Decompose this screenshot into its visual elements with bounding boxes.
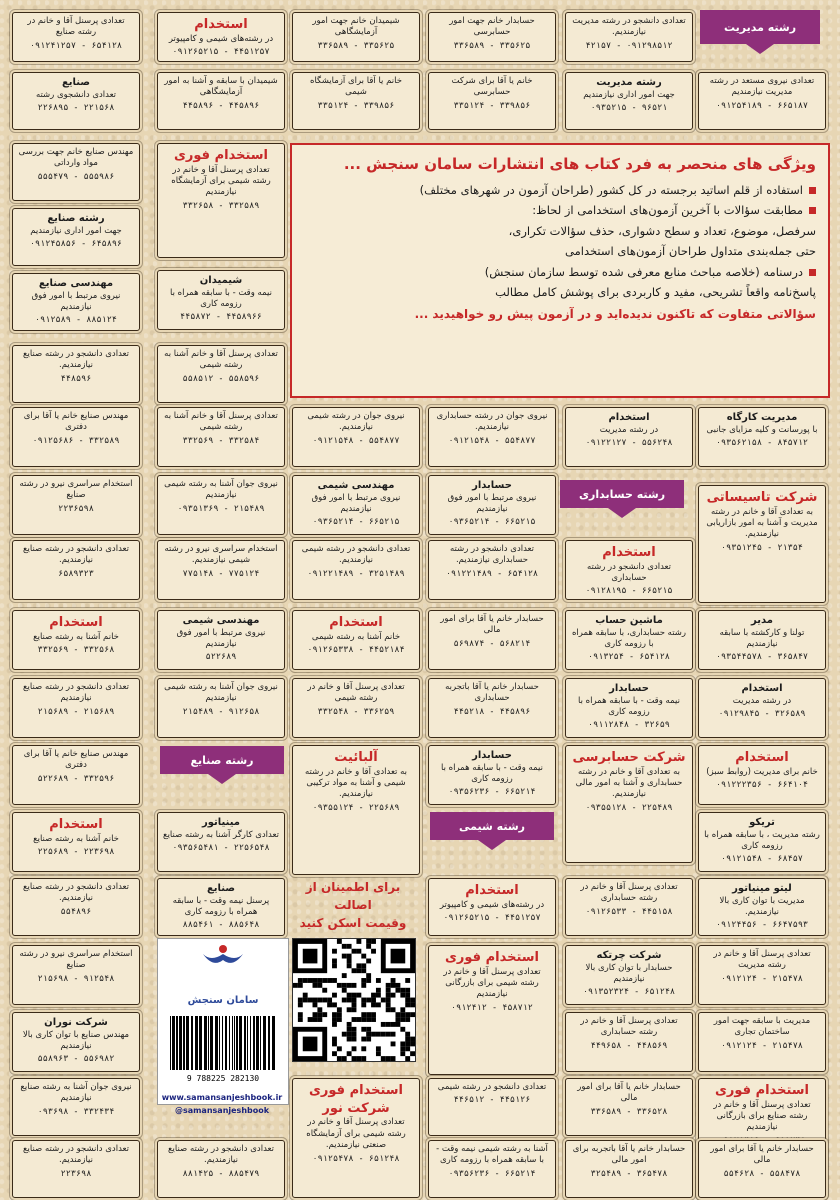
ad-phone: ۰۹۳۵۲۱۵ - ۹۶۵۲۱ xyxy=(590,102,668,113)
job-ad-card[interactable] xyxy=(292,475,420,535)
ad-phone: ۰۹۱۳۲۵۴ - ۶۵۴۱۲۸ xyxy=(588,652,670,663)
ad-body: حسابدار خانم یا آقا برای امور مالی xyxy=(710,1144,814,1166)
ad-phone: ۰۹۳۵۶۲۱۵۸ - ۸۴۵۷۱۲ xyxy=(715,437,809,448)
ad-body: نیروی جوان در رشته حسابداری نیازمندیم. xyxy=(436,411,548,433)
ad-body: تعدادی دانشجو در رشته صنایع نیازمندیم. xyxy=(22,882,129,904)
bullet-icon xyxy=(809,207,816,214)
ad-body: تعدادی پرسنل آقا و خانم آشنا به رشته شیمی xyxy=(164,411,278,433)
job-ad-card[interactable] xyxy=(157,270,285,330)
ad-phone: ۰۹۱۲۱۵۴۸ - ۶۸۴۵۷ xyxy=(721,854,803,865)
ad-phone: ۴۴۵۸۷۲ - ۴۴۵۸۹۶۶ xyxy=(180,312,262,323)
ad-phone: ۰۹۱۲۲۱۴۸۹ - ۶۵۴۱۲۸ xyxy=(445,568,539,579)
ad-title: استخدام xyxy=(329,615,383,630)
job-ad-card[interactable] xyxy=(698,678,826,738)
ad-body: به تعدادی آقا و خانم در رشته شیمی و آشنا به مواد ترکیبی نیازمندیم. xyxy=(304,766,408,800)
job-ad-card[interactable] xyxy=(565,1012,693,1072)
job-ad-card[interactable] xyxy=(12,1078,140,1136)
ad-body: خانم یا آقا برای آزمایشگاه شیمی xyxy=(309,76,402,98)
job-ad-card[interactable] xyxy=(698,485,826,603)
feature-item: حتی جمله‌بندی متداول طراحان آزمون‌های استخدامی xyxy=(565,244,816,259)
ad-body: نیمه وقت - با سابقه همراه با رزومه کاری xyxy=(441,762,543,784)
ad-phone: ۳۳۵۱۲۴ - ۳۳۹۸۵۶ xyxy=(317,100,395,111)
ad-phone: ۳۲۵۴۸۹ - ۳۶۵۴۷۸ xyxy=(590,1168,668,1179)
ad-title: استخدام xyxy=(465,883,519,898)
ad-body: شیمیدان با سابقه و آشنا به امور آزمایشگاهی xyxy=(164,76,278,98)
ad-phone: ۳۳۶۵۸۹ - ۳۳۵۶۲۵ xyxy=(453,40,531,51)
ad-phone: ۵۵۴۸۹۶ xyxy=(60,906,92,917)
ad-phone: ۰۹۱۲۱۲۴ - ۲۱۵۴۷۸ xyxy=(721,973,803,984)
ad-body: تعدادی دانشجو در رشته صنایع نیازمندیم. xyxy=(22,544,129,566)
job-ad-card[interactable] xyxy=(157,407,285,467)
barcode-icon xyxy=(158,1014,288,1074)
ad-body: مهندس صنایع خانم جهت بررسی مواد وارداتی xyxy=(18,147,134,169)
ad-title: مهندسی شیمی xyxy=(182,615,260,626)
ad-title: استخدام فوری xyxy=(715,1083,809,1098)
job-ad-card[interactable] xyxy=(565,610,693,670)
ad-body: نیروی مرتبط با امور فوق نیازمندیم xyxy=(176,627,266,649)
job-ad-card[interactable] xyxy=(565,745,693,863)
ad-title: تریکو xyxy=(749,817,775,828)
ad-phone: ۵۵۴۶۲۸ - ۵۵۸۴۷۸ xyxy=(723,1168,801,1179)
job-ad-card[interactable] xyxy=(428,1140,556,1198)
ad-phone: ۰۹۳۵۴۴۵۷۸ - ۳۶۵۸۴۷ xyxy=(715,652,809,663)
job-ad-card[interactable] xyxy=(12,812,140,872)
job-ad-card[interactable] xyxy=(698,407,826,467)
ad-body: تعدادی دانشجو در رشته حسابداری نیازمندیم. xyxy=(449,544,535,566)
ad-body: حسابدار با توان کاری بالا نیازمندیم xyxy=(585,962,673,984)
ad-phone: ۰۹۱۲۶۵۲۱۵ - ۴۴۵۱۲۵۷ xyxy=(172,47,270,58)
ad-body: استخدام سراسری نیرو در رشته صنایع xyxy=(19,479,133,501)
ad-body: نیروی مرتبط با امور فوق نیازمندیم xyxy=(31,290,121,312)
website-link[interactable] xyxy=(157,1093,287,1115)
job-ad-card[interactable] xyxy=(428,678,556,738)
ad-body: مهندس صنایع خانم یا آقا برای دفتری xyxy=(23,411,129,433)
job-ad-card[interactable] xyxy=(12,540,140,600)
ad-title: استخدام xyxy=(49,615,103,630)
job-ad-card[interactable] xyxy=(12,1012,140,1072)
ad-title: مدیر xyxy=(751,615,773,626)
ad-phone: ۰۹۱۲۶۵۳۳۸ - ۴۴۵۲۱۸۴ xyxy=(307,645,405,656)
ad-title: حسابدار xyxy=(472,750,512,761)
job-ad-card[interactable] xyxy=(292,745,420,875)
feature-item: پاسخ‌نامه واقعاً تشریحی، مفید و کاربردی برای پوشش کامل مطالب xyxy=(495,284,816,299)
job-ad-card[interactable] xyxy=(428,407,556,467)
ad-body: به تعدادی آقا و خانم در رشته حسابداری و آشنا به امور مالی نیازمندیم. xyxy=(575,766,683,800)
ad-body: تعدادی دانشجو در رشته صنایع نیازمندیم. xyxy=(22,1144,129,1166)
ad-body: خانم برای مدیریت (روابط سبز) xyxy=(706,766,818,777)
job-ad-card[interactable] xyxy=(157,345,285,403)
ad-phone: ۷۷۵۱۴۸ - ۷۷۵۱۲۴ xyxy=(182,568,260,579)
ad-phone: ۰۹۳۵۱۲۴۵ - ۲۱۳۵۴ xyxy=(721,542,803,553)
ad-body: تعدادی پرسنل آقا و خانم در رشته شیمی برای آزمایشگاه صنعتی نیازمندیم. xyxy=(306,1117,406,1151)
ad-body: مهندس صنایع خانم یا آقا برای دفتری xyxy=(23,749,129,771)
job-ad-card[interactable] xyxy=(428,610,556,670)
ad-body: تعدادی پرسنل آقا و خانم در رشته شیمی xyxy=(307,682,405,704)
job-ad-card[interactable] xyxy=(428,945,556,1075)
ad-body: تعدادی دانشجو در رشته صنایع نیازمندیم xyxy=(22,682,129,704)
ad-title: استخدام فوری شرکت نور xyxy=(309,1083,403,1116)
ad-phone: ۵۲۲۶۸۹ - ۳۳۲۵۹۶ xyxy=(37,773,115,784)
promo-line-1: برای اطمینان از اصالت xyxy=(305,880,401,912)
job-ad-card[interactable] xyxy=(157,812,285,872)
ad-body: نیروی مرتبط با امور فوق نیازمندیم xyxy=(447,492,537,514)
ad-body: خانم آشنا به رشته شیمی xyxy=(311,631,401,642)
ad-phone: ۵۶۹۸۷۴ - ۵۶۸۲۱۴ xyxy=(453,638,531,649)
qr-code-icon xyxy=(293,939,415,1061)
ad-phone: ۵۵۸۹۶۳ - ۵۵۶۹۸۲ xyxy=(37,1054,115,1065)
ad-body: در رشته‌های شیمی و کامپیوتر xyxy=(439,899,545,910)
job-ad-card[interactable] xyxy=(292,1078,420,1198)
ad-body: آشنا به رشته شیمی نیمه وقت - با سابقه همراه با رزومه کاری xyxy=(436,1144,548,1166)
ad-phone: ۰۹۱۲۶۵۲۱۵ - ۴۴۵۱۲۵۷ xyxy=(443,913,541,924)
ad-title: استخدام xyxy=(608,412,650,423)
ad-phone: ۳۳۲۵۴۸ - ۳۳۶۲۵۹ xyxy=(317,706,395,717)
job-ad-card[interactable] xyxy=(565,540,693,600)
ad-phone: ۴۴۵۲۱۸ - ۴۴۵۸۹۶ xyxy=(453,706,531,717)
logo-text: سامان سنجش xyxy=(187,995,259,1006)
ad-phone: ۰۹۱۲۴۱۲۵۷ - ۶۵۴۱۲۸ xyxy=(29,40,123,51)
ad-body: حسابدار خانم یا آقا باتجربه حسابداری xyxy=(445,682,539,704)
job-ad-card[interactable] xyxy=(157,540,285,600)
ad-phone: ۰۹۱۲۵۴۱۸۹ - ۶۶۵۱۸۷ xyxy=(715,100,809,111)
ad-phone: ۵۵۵۴۷۹ - ۵۵۵۹۸۶ xyxy=(37,171,115,182)
ad-body: تعدادی پرسنل آقا و خانم در رشته حسابداری xyxy=(580,882,678,904)
ad-title: استخدام xyxy=(741,683,783,694)
job-ad-card[interactable] xyxy=(428,745,556,805)
ad-phone: ۰۹۱۲۴۱۲ - ۴۵۸۷۱۲ xyxy=(451,1002,533,1013)
job-ad-card[interactable] xyxy=(157,610,285,670)
ad-body: تعدادی پرسنل آقا و خانم در رشته صنایع برای بازرگانی نیازمندیم xyxy=(713,1099,811,1133)
ad-phone: ۰۹۱۲۲۲۳۵۶ - ۶۶۴۱۰۴ xyxy=(715,780,809,791)
ad-phone: ۰۹۱۲۵۶۸۶ - ۳۳۲۵۸۹ xyxy=(32,435,120,446)
ad-phone: ۰۹۱۲۲۱۴۸۹ - ۳۲۵۱۴۸۹ xyxy=(307,568,405,579)
job-ad-card[interactable] xyxy=(157,678,285,738)
ad-phone: ۰۹۳۵۶۲۳۶ - ۶۶۵۲۱۴ xyxy=(448,787,536,798)
ad-body: تعدادی پرسنل آقا و خانم در رشته شیمی برای آزمایشگاه نیازمندیم xyxy=(171,164,271,198)
ad-body: مهندس صنایع با توان کاری بالا نیازمندیم xyxy=(22,1029,130,1051)
ad-title: مینیاتور xyxy=(202,817,240,828)
website-url[interactable]: www.samansanjeshbook.ir xyxy=(161,1093,283,1102)
job-ad-card[interactable] xyxy=(12,878,140,936)
features-title: ویژگی های منحصر به فرد کتاب های انتشارات سامان سنجش ... xyxy=(343,155,816,173)
job-ad-card[interactable] xyxy=(157,475,285,535)
ad-phone: ۶۵۸۹۳۲۳ xyxy=(58,568,94,579)
ad-body: حسابدار خانم یا آقا برای امور مالی xyxy=(440,614,544,636)
job-ad-card[interactable] xyxy=(698,1012,826,1072)
ad-title: شرکت چرتکه xyxy=(596,950,662,961)
features-box xyxy=(290,143,830,398)
job-ad-card[interactable] xyxy=(698,610,826,670)
ad-phone: ۸۸۵۴۶۱ - ۸۸۵۶۴۸ xyxy=(182,920,260,931)
ad-phone: ۰۹۳۵۱۳۶۹ - ۲۱۵۴۸۹ xyxy=(177,503,265,514)
ad-title: استخدام xyxy=(194,17,248,32)
ad-phone: ۲۱۵۶۹۸ - ۹۱۲۵۴۸ xyxy=(37,973,115,984)
ad-phone: ۵۵۸۵۱۲ - ۵۵۸۵۹۶ xyxy=(182,373,260,384)
accounting-label: رشته حسابداری xyxy=(560,480,684,508)
ad-phone: ۰۹۳۵۶۲۳۶ - ۶۶۵۲۱۴ xyxy=(448,1168,536,1179)
job-ad-card[interactable] xyxy=(428,540,556,600)
ad-phone: ۰۹۱۲۶۵۳۳ - ۴۴۵۱۵۸ xyxy=(585,906,673,917)
industries-label: رشته صنایع xyxy=(160,746,284,774)
ad-body: تعدادی دانشجوی رشته xyxy=(35,89,117,100)
bullet-icon xyxy=(809,187,816,194)
job-ad-card[interactable] xyxy=(157,878,285,936)
ad-phone: ۰۹۱۲۲۱۲۷ - ۵۵۶۲۴۸ xyxy=(585,437,673,448)
job-ad-card[interactable] xyxy=(12,208,140,266)
ad-phone: ۳۳۲۶۵۸ - ۳۳۲۵۸۹ xyxy=(182,200,260,211)
ad-body: نیمه وقت - با سابقه همراه با رزومه کاری xyxy=(170,287,272,309)
job-ad-card[interactable] xyxy=(428,878,556,936)
job-ad-card[interactable] xyxy=(428,12,556,62)
feature-closing: سؤالاتی متفاوت که تاکنون ندیده‌اید و در آزمون پیش رو خواهیدید ... xyxy=(414,307,816,322)
ad-body: جهت امور اداری نیازمندیم xyxy=(30,225,122,236)
ad-phone: ۳۳۲۵۶۹ - ۳۳۲۵۸۴ xyxy=(182,435,260,446)
book-barcode-box xyxy=(157,938,289,1105)
ad-phone: ۲۲۵۶۸۹ - ۲۲۳۶۹۸ xyxy=(37,847,115,858)
ad-phone: ۳۳۶۵۸۹ - ۳۳۵۶۲۵ xyxy=(317,40,395,51)
instagram-handle[interactable]: @samansanjeshbook xyxy=(174,1106,270,1115)
job-ad-card[interactable] xyxy=(292,610,420,670)
ad-body: به تعدادی آقا و خانم در رشته مدیریت و آشنا به امور بازاریابی نیازمندیم. xyxy=(706,506,818,540)
ad-phone: ۳۳۵۱۲۴ - ۳۳۹۸۵۶ xyxy=(453,100,531,111)
ad-body: مدیریت با سابقه جهت امور ساختمان تجاری xyxy=(713,1016,811,1038)
ad-body: خانم آشنا به رشته صنایع xyxy=(33,631,119,642)
ad-body: حسابدار خانم یا آقا برای امور مالی xyxy=(577,1082,681,1104)
ad-title: شرکت تاسیساتی xyxy=(706,490,818,505)
ad-title: حسابدار xyxy=(472,480,512,491)
job-ad-card[interactable] xyxy=(698,945,826,1005)
ad-phone: ۰۹۳۵۵۱۲۴ - ۲۲۵۶۸۹ xyxy=(312,802,400,813)
job-ad-card[interactable] xyxy=(698,812,826,872)
ad-phone: ۴۴۸۵۹۶ xyxy=(60,373,92,384)
job-ad-card[interactable] xyxy=(12,345,140,403)
job-ad-card[interactable] xyxy=(565,72,693,130)
ad-phone: ۰۹۳۶۵۲۱۴ - ۶۶۵۲۱۵ xyxy=(448,517,536,528)
ad-body: نیروی جوان در رشته شیمی نیازمندیم. xyxy=(307,411,405,433)
ad-title: صنایع xyxy=(206,883,236,894)
ad-title: استخدام xyxy=(602,545,656,560)
job-ad-card[interactable] xyxy=(698,745,826,805)
ad-phone: ۰۹۱۱۲۸۴۸ - ۳۲۶۵۹ xyxy=(588,720,670,731)
ad-body: رشته مدیریت ، با سابقه همراه با رزومه کاری xyxy=(704,829,820,851)
ad-body: تعدادی دانشجو در رشته حسابداری xyxy=(586,561,672,584)
ad-title: شرکت حسابرسی xyxy=(572,750,686,765)
ad-title: مهندسی شیمی xyxy=(317,480,395,491)
ad-phone: ۲۲۶۸۹۵ - ۲۲۱۵۶۸ xyxy=(37,102,115,113)
ad-title: حسابدار xyxy=(609,683,649,694)
ad-phone: ۲۱۵۶۸۹ - ۲۱۵۶۸۹ xyxy=(37,706,115,717)
job-ad-card[interactable] xyxy=(428,1078,556,1136)
ad-body: نیروی جوان آشنا به رشته صنایع نیازمندیم xyxy=(20,1082,132,1104)
job-ad-card[interactable] xyxy=(428,475,556,535)
feature-item: درسنامه (خلاصه مباحث منابع معرفی شده توسط سازمان سنجش) xyxy=(304,263,816,281)
ad-title: مدیریت کارگاه xyxy=(726,412,798,423)
ad-phone: ۲۲۳۶۵۹۸ xyxy=(58,503,94,514)
ad-body: تعدادی دانشجو در رشته صنایع نیازمندیم. xyxy=(167,1144,274,1166)
ad-title: رشته مدیریت xyxy=(596,77,662,88)
job-ad-card[interactable] xyxy=(428,72,556,130)
ad-body: نیروی مرتبط با امور فوق نیازمندیم xyxy=(311,492,401,514)
job-ad-card[interactable] xyxy=(698,72,826,130)
job-ad-card[interactable] xyxy=(12,678,140,738)
ad-phone: ۴۴۹۶۵۸ - ۴۴۸۵۶۹ xyxy=(590,1040,668,1051)
ad-phone: ۰۹۳۶۵۲۱۴ - ۶۶۵۲۱۵ xyxy=(312,517,400,528)
ad-phone: ۰۹۱۲۱۵۴۸ - ۵۵۴۸۷۷ xyxy=(448,435,536,446)
ad-body: جهت امور اداری نیازمندیم xyxy=(583,89,675,100)
ad-body: تعدادی کارگر آشنا به رشته صنایع xyxy=(163,829,279,840)
job-ad-card[interactable] xyxy=(292,12,420,62)
ad-phone: ۲۲۳۶۹۸ xyxy=(60,1168,92,1179)
ad-body: تعدادی پرسنل آقا و خانم در رشته شیمی برای بازرگانی نیازمندیم xyxy=(443,966,541,1000)
job-ad-card[interactable] xyxy=(12,407,140,467)
ad-body: در رشته‌های شیمی و کامپیوتر xyxy=(168,33,274,44)
job-ad-card[interactable] xyxy=(292,407,420,467)
ad-title: شرکت نوران xyxy=(44,1017,108,1028)
ad-phone: ۳۳۲۵۶۹ - ۳۳۲۵۶۸ xyxy=(37,645,115,656)
job-ad-card[interactable] xyxy=(292,72,420,130)
job-ad-card[interactable] xyxy=(292,678,420,738)
job-ad-card[interactable] xyxy=(12,610,140,670)
job-ad-card[interactable] xyxy=(12,273,140,331)
ad-title: رشته صنایع xyxy=(47,213,105,224)
bullet-icon xyxy=(809,269,816,276)
job-ad-card[interactable] xyxy=(12,143,140,201)
ad-body: نیروی جوان آشنا به رشته شیمی نیازمندیم xyxy=(164,682,278,704)
ad-phone: ۰۹۳۵۶۵۴۸۱ - ۲۲۵۶۵۴۸ xyxy=(172,842,270,853)
ad-title: استخدام xyxy=(735,750,789,765)
feature-item: مطابقت سؤالات با آخرین آزمون‌های استخدامی از لحاظ: xyxy=(304,201,816,219)
feature-item: سرفصل، موضوع، تعداد و سطح دشواری، حذف سؤالات تکراری، xyxy=(508,223,816,238)
job-ad-card[interactable] xyxy=(157,1140,285,1198)
ad-body: تولنا و کارکشته با سابقه نیازمندیم xyxy=(719,627,805,649)
ad-body: خانم آشنا به رشته صنایع xyxy=(33,833,119,844)
ad-body: نیمه وقت - با سابقه همراه با رزومه کاری xyxy=(578,695,680,717)
job-ad-card[interactable] xyxy=(565,678,693,738)
ad-phone: ۰۹۱۲۴۵۸۵۶ - ۶۴۵۸۹۶ xyxy=(29,238,123,249)
ad-body: خانم یا آقا برای شرکت حسابرسی xyxy=(451,76,533,98)
job-ad-card[interactable] xyxy=(698,1140,826,1198)
job-ad-card[interactable] xyxy=(12,72,140,130)
ad-body: استخدام سراسری نیرو در رشته صنایع xyxy=(19,949,133,971)
ad-body: رشته حسابداری، با سابقه همراه با رزومه کاری xyxy=(571,627,687,649)
ad-phone: ۴۴۵۸۹۶ - ۴۴۵۸۹۶ xyxy=(182,100,260,111)
ad-title: استخدام xyxy=(49,817,103,832)
job-ad-card[interactable] xyxy=(565,878,693,936)
job-ad-card[interactable] xyxy=(12,1140,140,1198)
ad-phone: ۰۹۱۳۵۲۳۲۴ - ۶۵۱۲۴۸ xyxy=(582,987,676,998)
authenticity-promo xyxy=(292,878,414,932)
ad-body: تعدادی دانشجو در رشته مدیریت نیازمندیم. xyxy=(572,16,686,38)
ad-title: استخدام فوری xyxy=(445,950,539,965)
ad-body: در رشته مدیریت xyxy=(732,695,792,706)
ad-body: با پورسانت و کلیه مزایای جانبی xyxy=(706,424,818,435)
ad-body: تعدادی دانشجو در رشته شیمی xyxy=(437,1082,547,1092)
ad-phone: ۸۸۱۴۲۵ - ۸۸۵۴۷۹ xyxy=(182,1168,260,1179)
ad-phone: ۰۹۱۲۵۸۹ - ۸۸۵۱۲۴ xyxy=(35,315,117,326)
barcode-number: 9 788225 282130 xyxy=(186,1074,260,1083)
ad-body: حسابدار خانم یا آقا باتجربه برای امور مالی xyxy=(572,1144,686,1166)
job-ad-card[interactable] xyxy=(12,945,140,1005)
job-ad-card[interactable] xyxy=(292,540,420,600)
ad-body: استخدام سراسری نیرو در رشته شیمی نیازمندیم. xyxy=(164,544,278,566)
chemistry-label: رشته شیمی xyxy=(430,812,554,840)
ad-body: تعدادی پرسنل آقا و خانم در رشته مدیریت xyxy=(713,949,811,971)
ad-title: آلبائیت xyxy=(334,750,378,765)
job-ad-card[interactable] xyxy=(565,1140,693,1198)
job-ad-card[interactable] xyxy=(698,878,826,936)
job-ad-card[interactable] xyxy=(12,745,140,805)
ad-phone: ۰۹۱۲۸۱۹۵ - ۶۶۵۲۱۵ xyxy=(585,586,673,597)
ad-body: تعدادی پرسنل آقا و خانم در رشته صنایع xyxy=(27,16,125,38)
ad-body: نیروی جوان آشنا به رشته شیمی نیازمندیم xyxy=(164,479,278,501)
job-ad-card[interactable] xyxy=(565,1078,693,1136)
feature-item: استفاده از قلم اساتید برجسته در کل کشور (طراحان آزمون در شهرهای مختلف) xyxy=(304,181,816,199)
ad-body: در رشته مدیریت xyxy=(599,424,659,435)
ad-phone: ۰۹۳۶۹۸ - ۳۳۲۴۳۴ xyxy=(37,1106,115,1117)
ad-body: تعدادی پرسنل آقا و خانم در رشته حسابداری xyxy=(580,1016,678,1038)
ad-phone: ۵۲۲۶۸۹ xyxy=(205,652,237,663)
ad-title: ماشین حساب xyxy=(595,615,663,626)
ad-body: تعدادی نیروی مستعد در رشته مدیریت نیازمندیم xyxy=(709,76,815,98)
ad-body: تعدادی دانشجو در رشته شیمی نیازمندیم. xyxy=(301,544,411,566)
ad-phone: ۴۴۶۵۱۲ - ۴۴۵۱۲۶ xyxy=(453,1095,531,1106)
qr-code[interactable] xyxy=(292,938,416,1062)
ad-phone: ۰۹۱۲۱۵۴۸ - ۵۵۴۸۷۷ xyxy=(312,435,400,446)
ad-phone: ۴۲۱۵۷ - ۰۹۱۲۹۸۵۱۲ xyxy=(585,40,673,51)
ad-title: صنایع xyxy=(61,77,91,88)
ad-title: استخدام فوری xyxy=(174,148,268,163)
promo-line-2: وقیمت اسکن کنید xyxy=(299,916,407,930)
ad-phone: ۳۳۶۵۸۹ - ۳۳۶۵۲۸ xyxy=(590,1106,668,1117)
ad-body: مدیریت با توان کاری بالا نیازمندیم. xyxy=(719,895,805,917)
ad-phone: ۲۱۵۴۸۹ - ۹۱۲۶۵۸ xyxy=(182,706,260,717)
job-ad-card[interactable] xyxy=(157,143,285,258)
ad-title: شیمیدان xyxy=(199,275,243,286)
management-label: رشته مدیریت xyxy=(700,10,820,44)
ad-body: شیمیدان خانم جهت امور آزمایشگاهی xyxy=(312,16,400,38)
job-ad-card[interactable] xyxy=(565,945,693,1005)
ad-body: حسابدار خانم جهت امور حسابرسی xyxy=(449,16,535,38)
ad-phone: ۰۹۳۵۵۱۲۸ - ۲۲۵۴۸۹ xyxy=(585,802,673,813)
job-ad-card[interactable] xyxy=(12,475,140,535)
job-ad-card[interactable] xyxy=(12,12,140,62)
ad-title: مهندسی صنایع xyxy=(38,278,114,289)
ad-phone: ۰۹۱۲۴۴۵۶ - ۶۶۴۷۵۹۳ xyxy=(715,920,809,931)
ad-body: تعدادی پرسنل آقا و خانم آشنا به رشته شیمی xyxy=(164,349,278,371)
ad-body: پرسنل نیمه وقت - با سابقه همراه با رزومه کاری xyxy=(172,895,270,917)
ad-title: لیتو مینیاتور xyxy=(732,883,792,894)
ad-phone: ۰۹۱۲۱۲۴ - ۲۱۵۴۷۸ xyxy=(721,1040,803,1051)
job-ad-card[interactable] xyxy=(157,12,285,62)
ad-phone: ۰۹۱۲۵۴۷۸ - ۶۵۱۲۴۸ xyxy=(312,1153,400,1164)
job-ad-card[interactable] xyxy=(157,72,285,130)
job-ad-card[interactable] xyxy=(565,12,693,62)
ad-body: تعدادی دانشجو در رشته صنایع نیازمندیم. xyxy=(22,349,129,371)
ad-phone: ۰۹۱۲۹۸۴۵ - ۳۲۶۵۸۹ xyxy=(718,708,806,719)
job-ad-card[interactable] xyxy=(565,407,693,467)
